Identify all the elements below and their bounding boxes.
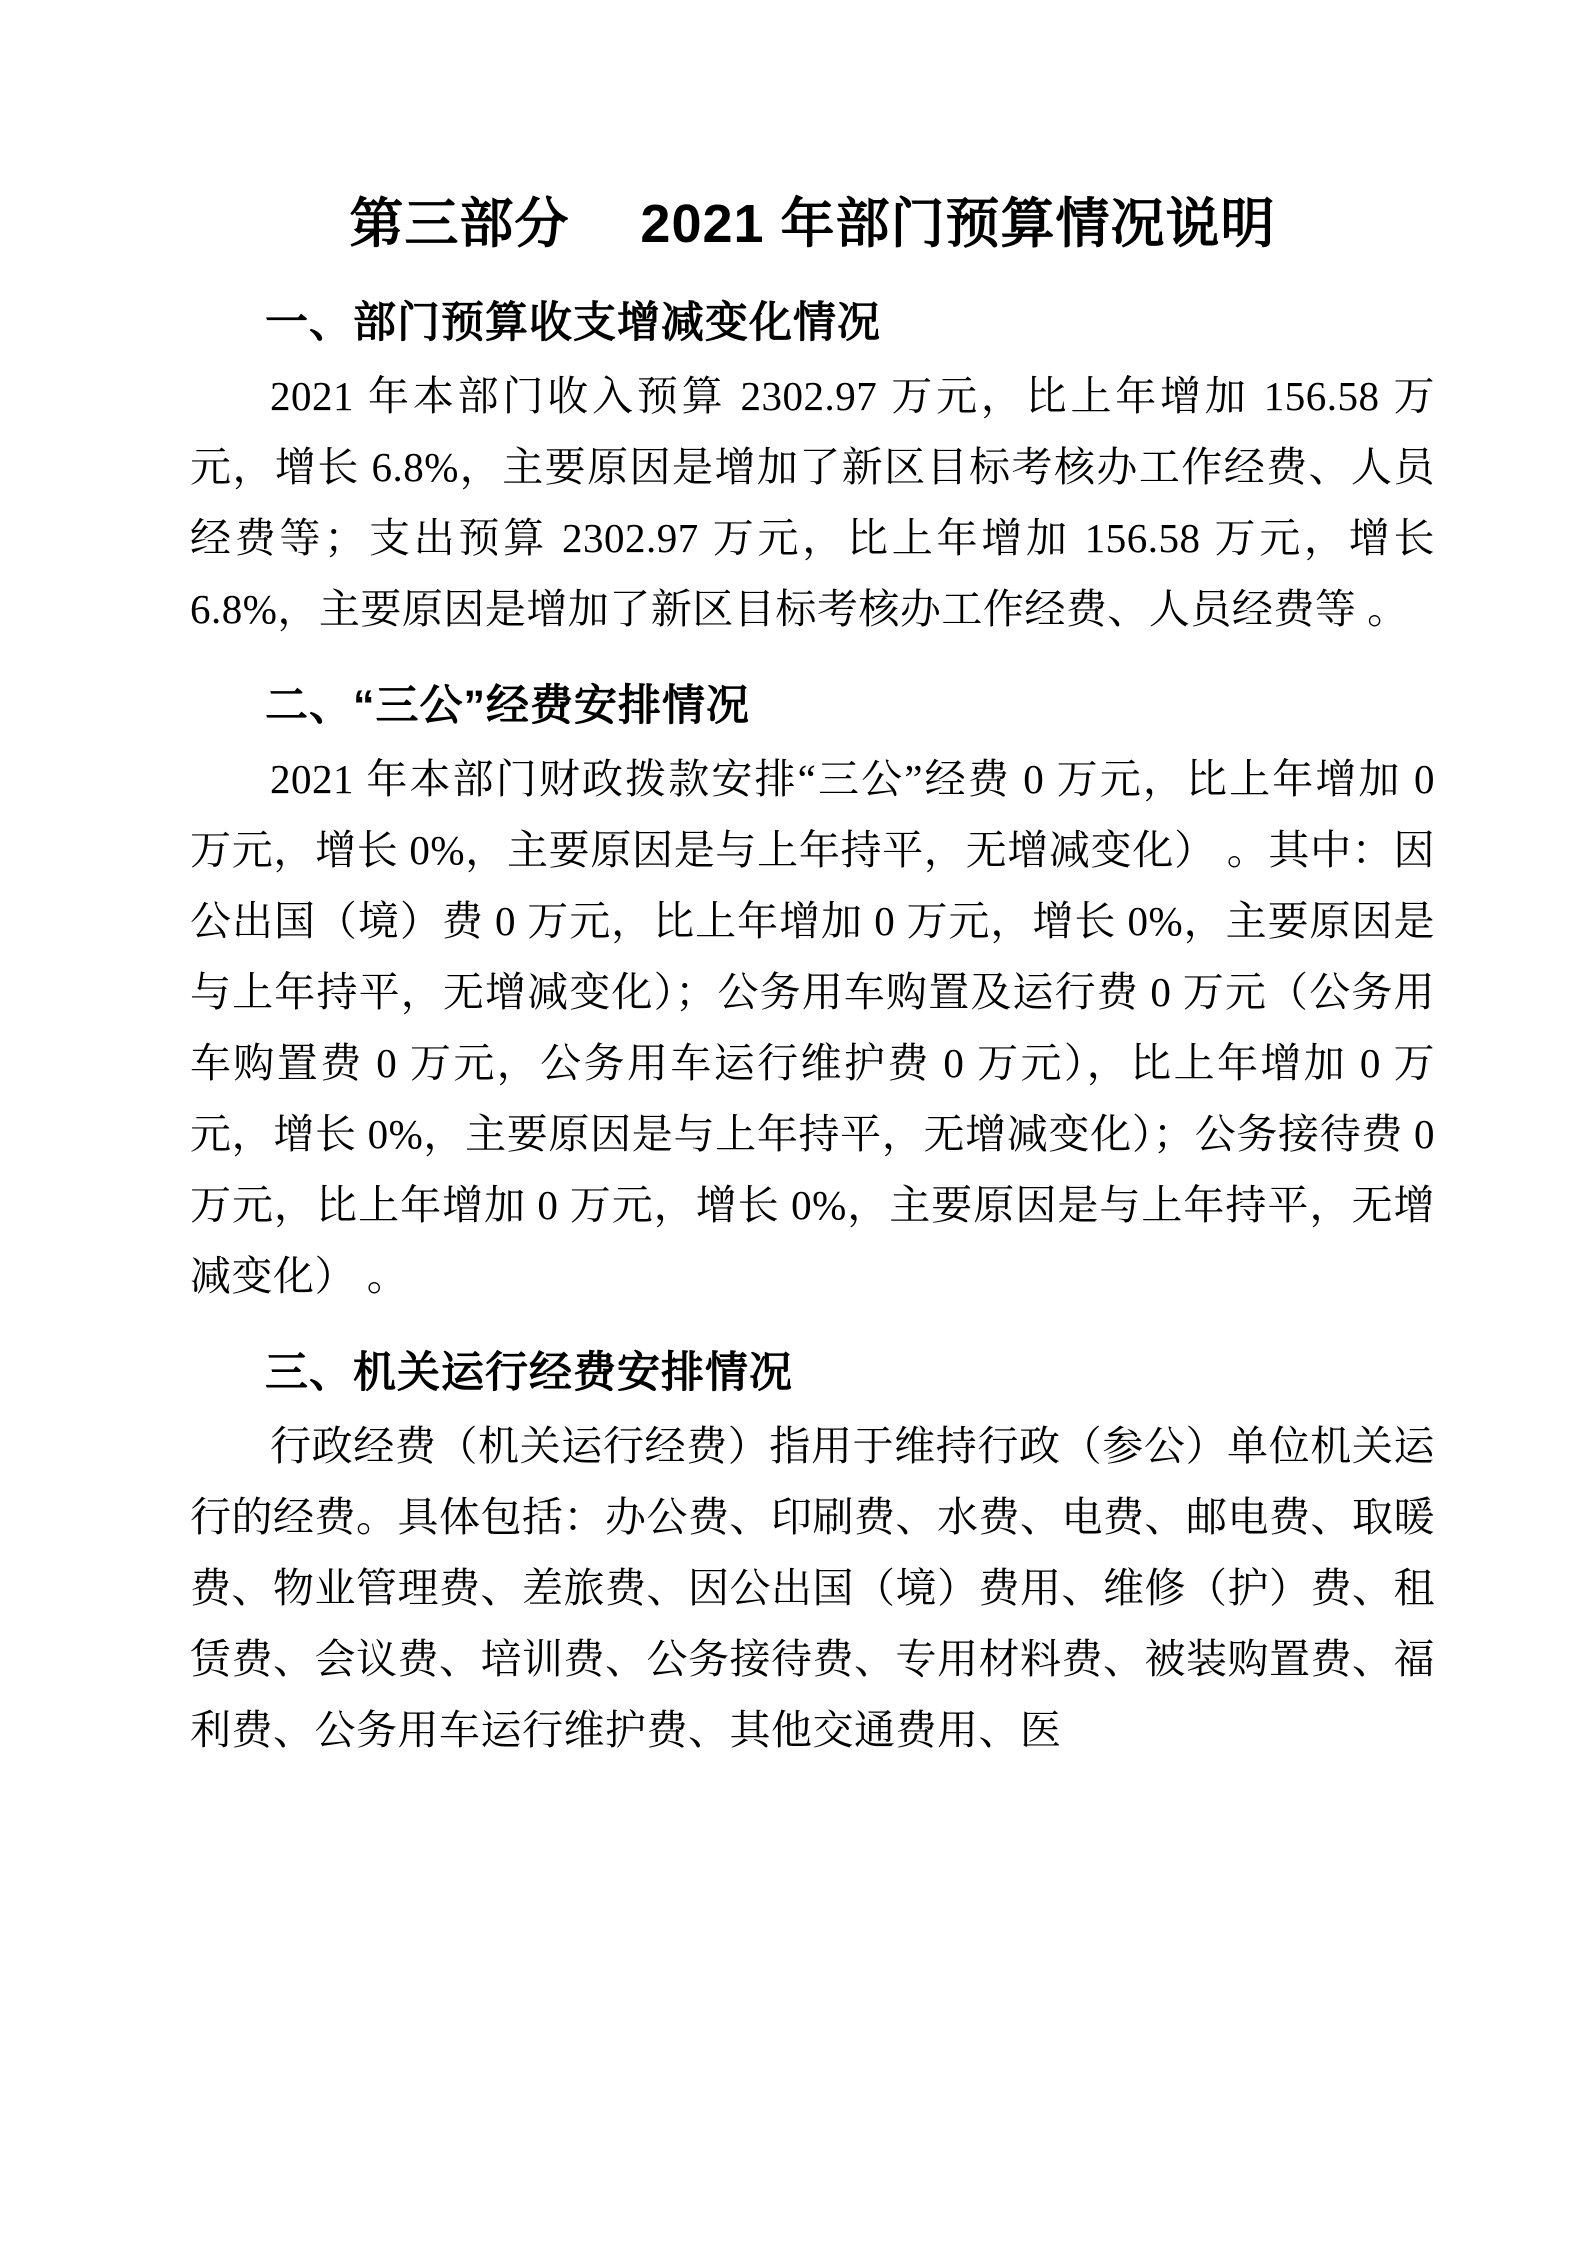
section-heading-1: 一、部门预算收支增减变化情况 [265,299,881,347]
section-body-1: 2021 年本部门收入预算 2302.97 万元，比上年增加 156.58 万元，增长 6.8%，主要原因是增加了新区目标考核办工作经费、人员经费等；支出预算 2302.97 万元，比上年增加 156.58 万元，增长 6.8%，主要原因是增加了新区目标考核办工作经费、人员经费等 。 [190,373,1435,632]
section-heading-2: 二、“三公”经费安排情况 [265,682,750,730]
section-agency-operating-funds [190,1338,1435,1766]
section-body-2: 2021 年本部门财政拨款安排“三公”经费 0 万元，比上年增加 0 万元，增长 0%，主要原因是与上年持平，无增减变化） 。其中：因公出国（境）费 0 万元，比上年增加 0 万元，增长 0%，主要原因是与上年持平，无增减变化）；公务用车购置及运行费 0 万元（公务用车购置费 0 万元，公务用车运行维护费 0 万元），比上年增加 0 万元，增长 0%，主要原因是与上年持平，无增减变化）；公务接待费 0 万元，比上年增加 0 万元，增长 0%，主要原因是与上年持平，无增减变化） 。 [190,756,1435,1299]
section-three-public-expenses [190,671,1435,1312]
section-budget-changes [190,288,1435,645]
section-body-3: 行政经费（机关运行经费）指用于维持行政（参公）单位机关运行的经费。具体包括：办公费、印刷费、水费、电费、邮电费、取暖费、物业管理费、差旅费、因公出国（境）费用、维修（护）费、租赁费、会议费、培训费、公务接待费、专用材料费、被装购置费、福利费、公务用车运行维护费、其他交通费用、医 [190,1423,1435,1753]
page-title: 第三部分 2021 年部门预算情况说明 [349,194,1276,254]
section-heading-3: 三、机关运行经费安排情况 [265,1349,793,1397]
